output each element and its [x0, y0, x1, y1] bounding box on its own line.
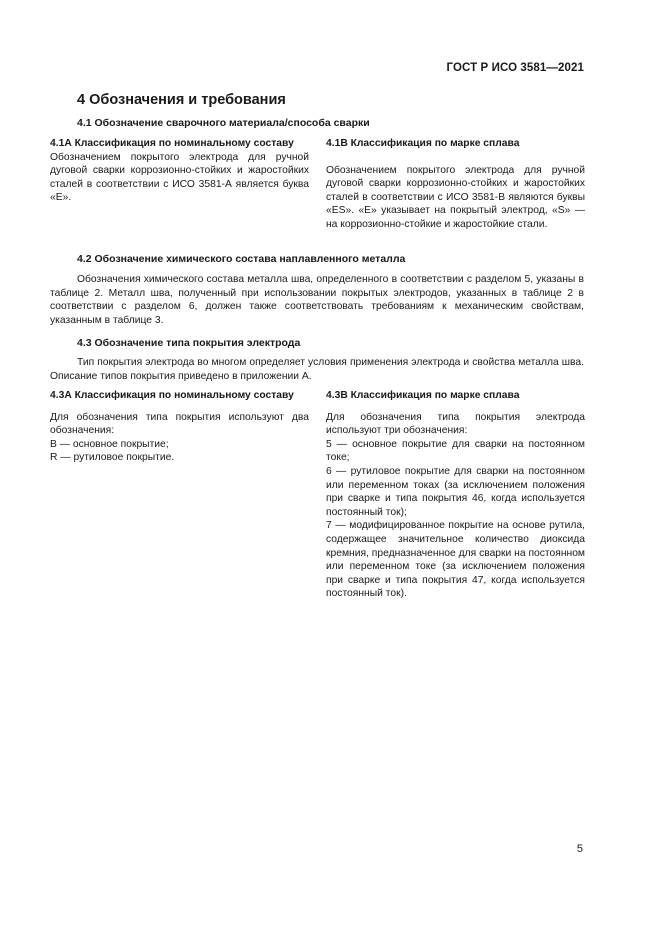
section-4-3b-intro: Для обозначения типа покрытия электрода используют три обозначения: — [326, 411, 585, 437]
section-4-title: 4 Обозначения и требования — [77, 92, 286, 108]
section-4-2-title: 4.2 Обозначение химического состава наплавленного металла — [77, 253, 406, 265]
coating-item: R — рутиловое покрытие. — [50, 452, 175, 464]
section-4-3b-title: 4.3В Классификация по марке сплава — [326, 390, 520, 401]
section-4-1b-text: Обозначением покрытого электрода для ручной дуговой сварки коррозионно-стойких и жаростойких сталей в соответствии с ИСО 3581-В являются буквы «ES». «Е» указывает на покрытый электрод, «S» — на коррозионно-стойкие и жаростойкие стали. — [326, 164, 585, 230]
section-4-3a-title: 4.3А Классификация по номинальному составу — [50, 390, 294, 401]
section-4-3b — [326, 389, 585, 601]
coating-item: 5 — основное покрытие для сварки на постоянном токе; — [326, 438, 585, 464]
coating-item: В — основное покрытие; — [50, 438, 169, 450]
section-4-1b — [326, 137, 585, 232]
coating-item: 7 — модифицированное покрытие на основе рутила, содержащее значительное количество диоксида кремния, предназначенное для сварки на постоянном или переменном токе (за исключением положения при сварке и типа покрытия 47, когда используется постоянный ток). — [326, 520, 585, 600]
section-4-1a-text: Обозначением покрытого электрода для ручной дуговой сварки коррозионно-стойких и жаростойких сталей в соответствии с ИСО 3581-А является буква «Е». — [50, 151, 309, 204]
section-4-3-text: Тип покрытия электрода во многом определяет условия применения электрода и свойства металла шва. Описание типов покрытия приведено в приложении А. — [50, 357, 584, 382]
section-4-2-paragraph — [50, 273, 584, 327]
page-number: 5 — [576, 843, 583, 855]
coating-item: 6 — рутиловое покрытие для сварки на постоянном или переменном токах (за исключением положения при сварке и типа покрытия 46, когда используется постоянный ток); — [326, 465, 585, 518]
section-4-3-title: 4.3 Обозначение типа покрытия электрода — [77, 337, 301, 349]
document-code: ГОСТ Р ИСО 3581—2021 — [446, 62, 584, 74]
section-4-3a — [50, 389, 309, 465]
section-4-3-paragraph — [50, 356, 584, 383]
section-4-1-title: 4.1 Обозначение сварочного материала/способа сварки — [77, 117, 370, 129]
section-4-1a-title: 4.1А Классификация по номинальному составу — [50, 138, 294, 149]
section-4-2-text: Обозначения химического состава металла шва, определенного в соответствии с разделом 5, указаны в таблице 2. Металл шва, полученный при использовании покрытых электродов, указанных в таблице 2 в соответствии с разделом 6, должен также соответствовать требованиям к механическим свойствам, указанным в таблице 3. — [50, 274, 584, 326]
section-4-1b-title: 4.1В Классификация по марке сплава — [326, 138, 520, 149]
section-4-1a — [50, 137, 309, 205]
section-4-3a-intro: Для обозначения типа покрытия используют два обозначения: — [50, 411, 309, 437]
